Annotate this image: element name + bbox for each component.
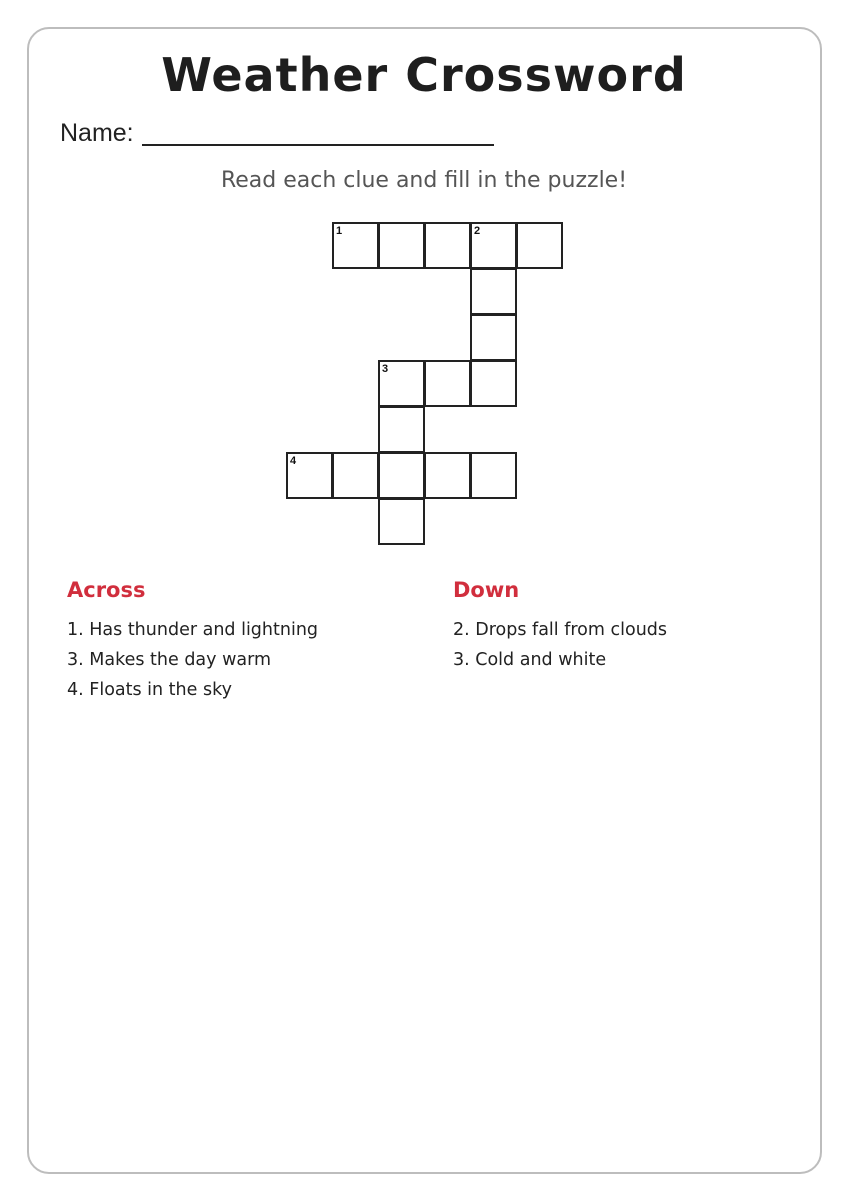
- clue-item: 2. Drops fall from clouds: [453, 620, 668, 640]
- clue-number: 3: [382, 363, 389, 375]
- across-clues: [67, 575, 427, 705]
- name-label: Name:: [60, 119, 134, 147]
- clue-item: 3. Cold and white: [453, 650, 607, 670]
- crossword-grid: [0, 0, 848, 560]
- clue-number: 2: [474, 225, 481, 237]
- clue-item: 1. Has thunder and lightning: [67, 620, 319, 640]
- crossword-cell[interactable]: [378, 222, 425, 269]
- page-title: Weather Crossword: [161, 48, 687, 102]
- crossword-cell[interactable]: [378, 498, 425, 545]
- crossword-cell[interactable]: [470, 360, 517, 407]
- crossword-cell[interactable]: [470, 314, 517, 361]
- down-clues: [453, 575, 813, 675]
- crossword-cell[interactable]: [470, 452, 517, 499]
- crossword-cell[interactable]: [378, 452, 425, 499]
- crossword-cell[interactable]: [424, 452, 471, 499]
- crossword-cell[interactable]: [378, 360, 425, 407]
- down-heading: Down: [453, 578, 520, 602]
- crossword-cell[interactable]: [424, 360, 471, 407]
- crossword-cell[interactable]: [332, 222, 379, 269]
- clue-item: 3. Makes the day warm: [67, 650, 272, 670]
- crossword-cell[interactable]: [332, 452, 379, 499]
- clue-number: 4: [290, 455, 297, 467]
- instructions: Read each clue and fill in the puzzle!: [220, 168, 628, 193]
- across-heading: Across: [67, 578, 146, 602]
- crossword-cell[interactable]: [378, 406, 425, 453]
- crossword-cell[interactable]: [286, 452, 333, 499]
- crossword-cell[interactable]: [516, 222, 563, 269]
- crossword-cell[interactable]: [470, 222, 517, 269]
- clue-number: 1: [336, 225, 343, 237]
- clue-item: 4. Floats in the sky: [67, 680, 232, 700]
- crossword-cell[interactable]: [470, 268, 517, 315]
- crossword-cell[interactable]: [424, 222, 471, 269]
